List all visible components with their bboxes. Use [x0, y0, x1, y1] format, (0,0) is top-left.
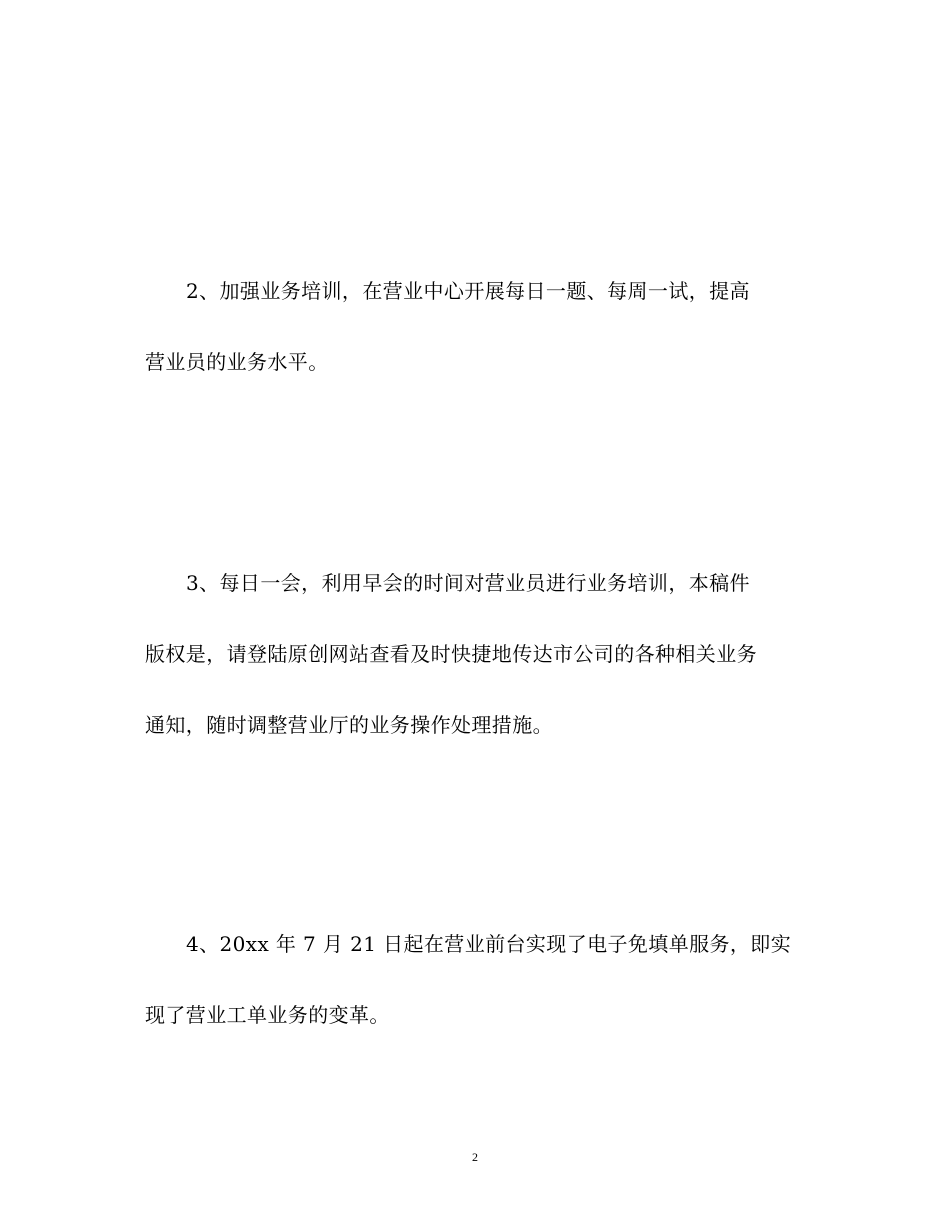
paragraph-4-line-2: 现了营业工单业务的变革。	[145, 1003, 390, 1027]
paragraph-4-line-1: 4、20xx 年 7 月 21 日起在营业前台实现了电子免填单服务，即实	[186, 932, 792, 956]
paragraph-3-line-3: 通知，随时调整营业厅的业务操作处理措施。	[145, 713, 553, 737]
paragraph-3-line-2: 版权是，请登陆原创网站查看及时快捷地传达市公司的各种相关业务	[145, 642, 757, 666]
paragraph-2-line-1: 2、加强业务培训，在营业中心开展每日一题、每周一试，提高	[186, 279, 750, 303]
page-number: 2	[472, 1150, 478, 1164]
paragraph-3-line-1: 3、每日一会，利用早会的时间对营业员进行业务培训，本稿件	[186, 571, 750, 595]
paragraph-2-line-2: 营业员的业务水平。	[145, 350, 329, 374]
